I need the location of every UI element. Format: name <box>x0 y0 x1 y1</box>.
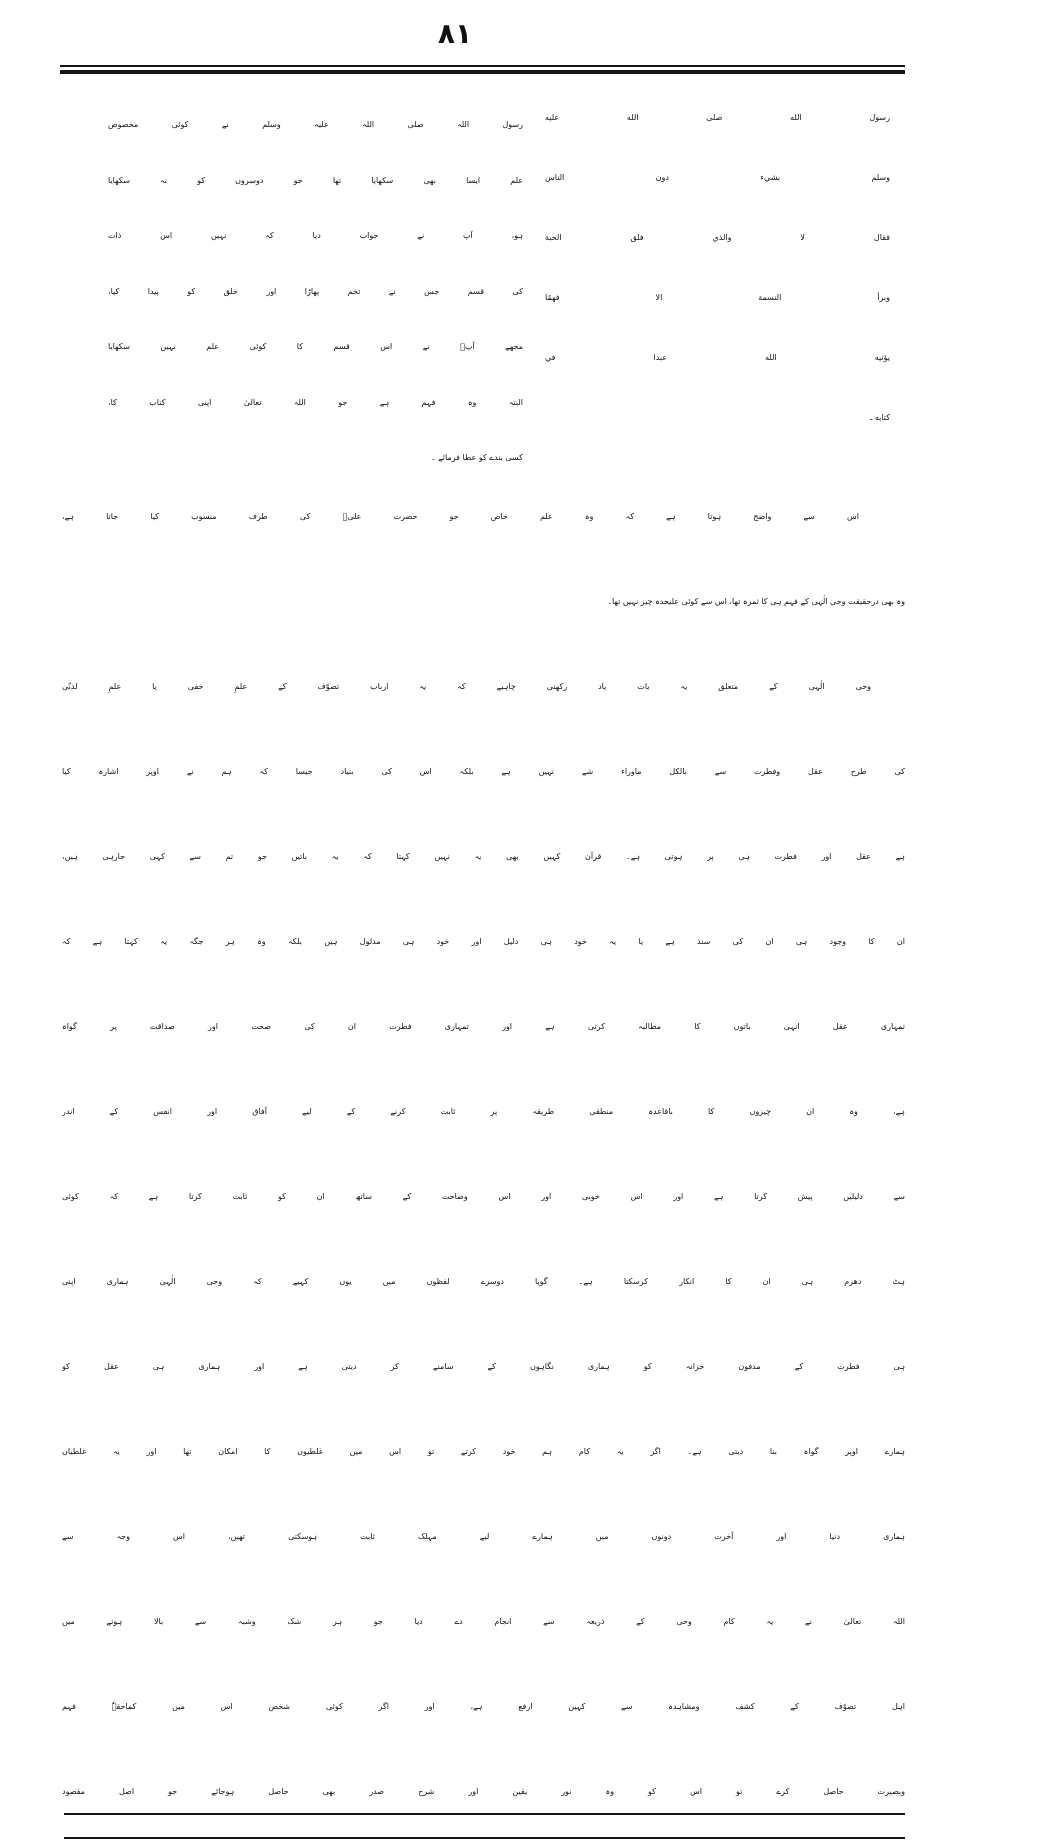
urdu-translation-line: البتہ وہ فہم ہے جو اللہ تعالیٰ اپنی کتاب کا، <box>108 397 523 407</box>
body-text-line: وہ بھی درحقیقت وحی الٰہی کے فہم ہی کا ثمرہ تھا، اس سے کوئی علیحدہ چیز نہیں تھا۔ <box>607 597 905 606</box>
body-text-line: اس سے واضح ہوتا ہے کہ وہ علم خاص جو حضرت علیؓ کی طرف منسوب کیا جاتا ہے، <box>62 512 859 521</box>
body-text-line: سے دلیلیں پیش کرتا ہے اور اس خوبی اور اس وضاحت کے ساتھ ان کو ثابت کرتا ہے کہ کوئی <box>62 1192 905 1201</box>
page-number: ۸۱ <box>437 17 473 50</box>
arabic-hadith-line: رسول الله صلى الله عليه <box>545 113 890 122</box>
urdu-translation-line: کسی بندے کو عطا فرمائے ۔ <box>430 453 523 462</box>
urdu-translation-column <box>108 97 523 486</box>
body-text-line: اللہ تعالیٰ نے یہ کام وحی کے ذریعہ سے انجام دے دیا جو ہر شک وشبہ سے بالا ہونے میں <box>62 1617 905 1626</box>
body-text-line: اہل تصوّف کے کشف ومشاہدہ سے کہیں ارفع ہے، اور اگر کوئی شخص اس میں کماحقہٗ فہم <box>62 1702 905 1711</box>
top-rule-thin <box>60 65 905 67</box>
body-text <box>62 474 905 1834</box>
body-text-line: ہٹ دھرم ہی ان کا انکار کرسکتا ہے۔ گویا دوسرے لفظوں میں یوں کہیے کہ وحی الٰہی ہماری اپنی <box>62 1277 905 1286</box>
urdu-translation-line: مجھے آپؐ نے اس قسم کا کوئی علم نہیں سکھایا <box>108 342 523 351</box>
body-text-line: ہماری دنیا اور آخرت دونوں میں ہمارے لیے مہلک ثابت ہوسکتی تھیں، اس وجہ سے <box>62 1532 905 1541</box>
arabic-hadith-line: وسلم بشيء دون الناس <box>545 173 890 182</box>
arabic-hadith-line: فقال لا والذي فلق الحبة <box>545 233 890 242</box>
arabic-hadith-line: وبرأ النسمة الا فهمًا <box>545 293 890 302</box>
arabic-hadith-line: يؤتيه الله عبدا في <box>545 353 890 362</box>
urdu-translation-line: رسول اللہ صلی اللہ علیہ وسلم نے کوئی مخصوص <box>108 120 523 129</box>
bottom-rule-upper <box>64 1813 905 1815</box>
urdu-translation-line: علم ایسا بھی سکھایا تھا جو دوسروں کو نہ سکھایا <box>108 175 523 185</box>
body-text-line: تمہاری عقل انہی باتوں کا مطالبہ کرتی ہے اور تمہاری فطرت ان کی صحت اور صداقت پر گواہ <box>62 1022 905 1031</box>
urdu-translation-line: ہو، آپ نے جواب دیا کہ نہیں اس ذات <box>108 231 523 240</box>
body-text-line: ان کا وجود ہی ان کی سند ہے یا یہ خود ہی دلیل اور خود ہی مدلول ہیں بلکہ وہ ہر جگہ یہ کہتا ہے کہ <box>62 937 905 946</box>
body-text-line: کی طرح عقل وفطرت سے بالکل ماوراء شے نہیں ہے بلکہ اس کی بنیاد جیسا کہ ہم نے اوپر اشارہ کیا <box>62 767 905 776</box>
body-text-line: وحی الٰہی کے متعلق یہ بات یاد رکھنی چاہیے کہ یہ ارباب تصوّف کے علمِ خفی یا علمِ لدنّی <box>62 682 871 691</box>
body-text-line: ہمارے اوپر گواہ بنا دیتی ہے۔ اگر یہ کام ہم خود کرتے تو اس میں غلطیوں کا امکان تھا اور یہ غلطیاں <box>62 1447 905 1456</box>
arabic-hadith-column <box>545 88 890 448</box>
top-rule-thick <box>60 70 905 74</box>
body-text-line: ہی فطرت کے مدفون خزانہ کو ہماری نگاہوں کے سامنے کر دیتی ہے اور ہماری ہی عقل کو <box>62 1362 905 1371</box>
bottom-rule-lower <box>64 1837 905 1839</box>
body-text-line: ہے عقل اور فطرت ہی پر ہوتی ہے۔ قرآن کہیں بھی یہ نہیں کہتا کہ یہ باتیں جو تم سے کہی جارہی ہیں، <box>62 852 905 861</box>
body-text-line: وبصیرت حاصل کرے تو اس کو وہ نور یقین اور شرح صدر بھی حاصل ہوجائے جو اصل مقصود <box>62 1787 905 1796</box>
arabic-hadith-line: كتابه ـ <box>869 413 890 422</box>
urdu-translation-line: کی قسم جس نے تخم پھاڑا اور خلق کو پیدا کیا، <box>108 286 523 296</box>
body-text-line: ہے، وہ ان چیزوں کا باقاعدہ منطقی طریقہ پر ثابت کرنے کے لیے آفاق اور انفس کے اندر <box>62 1107 905 1116</box>
